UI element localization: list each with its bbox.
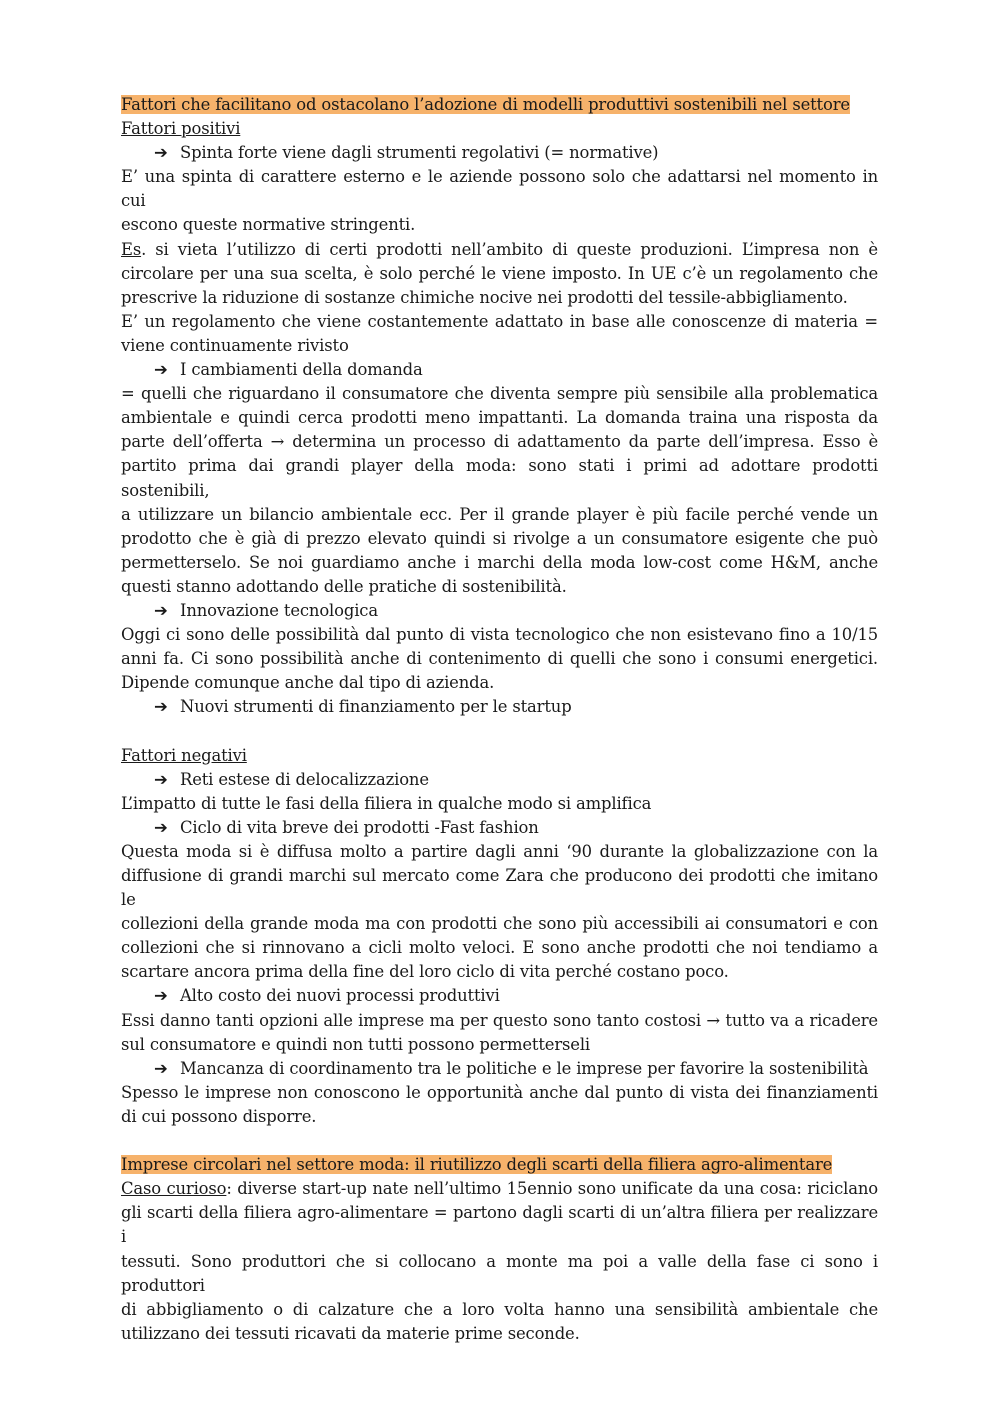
paragraph-line: circolare per una sua scelta, è solo perché le viene imposto. In UE c’è un regolamento che (121, 263, 878, 283)
paragraph-line: prescrive la riduzione di sostanze chimiche nocive nei prodotti del tessile-abbigliamento. (121, 287, 848, 307)
paragraph-line: sul consumatore e quindi non tutti possono permetterseli (121, 1034, 591, 1054)
paragraph-line: Dipende comunque anche dal tipo di azienda. (121, 673, 495, 693)
paragraph-line: Questa moda si è diffusa molto a partire dagli anni ‘90 durante la globalizzazione con la (121, 841, 878, 861)
paragraph-line: utilizzano dei tessuti ricavati da materie prime seconde. (121, 1323, 580, 1343)
paragraph-line: parte dell’offerta → determina un processo di adattamento da parte dell’impresa. Esso è (121, 432, 878, 452)
paragraph-line: partito prima dai grandi player della moda: sono stati i primi ad adottare prodotti sostenibili, (121, 456, 878, 500)
paragraph-line: ambientale e quindi cerca prodotti meno impattanti. La domanda traina una risposta da (121, 408, 878, 428)
arrow-right-icon: ➔ (154, 360, 168, 380)
paragraph-line: Oggi ci sono delle possibilità dal punto di vista tecnologico che non esistevano fino a 10/15 (121, 625, 878, 645)
paragraph-line: di abbigliamento o di calzature che a loro volta hanno una sensibilità ambientale che (121, 1299, 878, 1319)
paragraph-line: collezioni della grande moda ma con prodotti che sono più accessibili ai consumatori e con (121, 914, 878, 934)
arrow-right-icon: ➔ (154, 1058, 168, 1078)
arrow-right-icon: ➔ (154, 143, 168, 163)
paragraph-line: collezioni che si rinnovano a cicli molto veloci. E sono anche prodotti che noi tendiamo a (121, 938, 878, 958)
bullet-item: ➔ Mancanza di coordinamento tra le politiche e le imprese per favorire la sostenibilità (121, 1057, 878, 1081)
subheading-negative: Fattori negativi (121, 745, 247, 765)
paragraph-line: di cui possono disporre. (121, 1106, 317, 1126)
arrow-right-icon: ➔ (154, 600, 168, 620)
paragraph-line: escono queste normative stringenti. (121, 215, 416, 235)
spacer (121, 1129, 878, 1153)
paragraph-line: permetterselo. Se noi guardiamo anche i marchi della moda low-cost come H&M, anche (121, 552, 878, 572)
bullet-item: ➔ Nuovi strumenti di finanziamento per le startup (121, 695, 878, 719)
arrow-right-icon: ➔ (154, 817, 168, 837)
arrow-right-icon: ➔ (154, 986, 168, 1006)
bullet-item: ➔ Spinta forte viene dagli strumenti regolativi (= normative) (121, 141, 878, 165)
bullet-item: ➔ Reti estese di delocalizzazione (121, 768, 878, 792)
spacer (121, 719, 878, 743)
paragraph-line: prodotto che è già di prezzo elevato quindi si rivolge a un consumatore esigente che può (121, 528, 878, 548)
section-heading-imprese-circolari: Imprese circolari nel settore moda: il riutilizzo degli scarti della filiera agro-alimentare (121, 1155, 833, 1175)
paragraph-line: anni fa. Ci sono possibilità anche di contenimento di quelli che sono i consumi energetici. (121, 649, 878, 669)
paragraph-line: Essi danno tanti opzioni alle imprese ma per questo sono tanto costosi → tutto va a ricadere (121, 1010, 878, 1030)
paragraph-line: scartare ancora prima della fine del loro ciclo di vita perché costano poco. (121, 962, 729, 982)
paragraph-line: gli scarti della filiera agro-alimentare = partono dagli scarti di un’altra filiera per realizzare i (121, 1203, 878, 1247)
document-page (121, 93, 878, 1346)
paragraph-line: a utilizzare un bilancio ambientale ecc. Per il grande player è più facile perché vende un (121, 504, 878, 524)
bullet-item: ➔ Alto costo dei nuovi processi produttivi (121, 984, 878, 1008)
paragraph-line: L’impatto di tutte le fasi della filiera in qualche modo si amplifica (121, 793, 652, 813)
bullet-item: ➔ I cambiamenti della domanda (121, 358, 878, 382)
arrow-right-icon: ➔ (154, 697, 168, 717)
arrow-right-icon: ➔ (154, 769, 168, 789)
paragraph-line: Spesso le imprese non conoscono le opportunità anche dal punto di vista dei finanziamenti (121, 1082, 878, 1102)
paragraph-line: questi stanno adottando delle pratiche di sostenibilità. (121, 576, 567, 596)
paragraph-line: diffusione di grandi marchi sul mercato come Zara che producono dei prodotti che imitano le (121, 866, 878, 910)
paragraph-line: tessuti. Sono produttori che si collocano a monte ma poi a valle della fase ci sono i produttori (121, 1251, 878, 1295)
section-heading-fattori: Fattori che facilitano od ostacolano l’adozione di modelli produttivi sostenibili nel settore (121, 95, 850, 114)
paragraph-line: = quelli che riguardano il consumatore che diventa sempre più sensibile alla problematica (121, 384, 878, 404)
paragraph-line: viene continuamente rivisto (121, 335, 349, 355)
paragraph-line: E’ una spinta di carattere esterno e le aziende possono solo che adattarsi nel momento in cui (121, 167, 878, 211)
bullet-item: ➔ Ciclo di vita breve dei prodotti -Fast fashion (121, 816, 878, 840)
paragraph-line: Es. si vieta l’utilizzo di certi prodotti nell’ambito di queste produzioni. L’impresa non è (121, 239, 878, 259)
bullet-item: ➔ Innovazione tecnologica (121, 599, 878, 623)
subheading-positive: Fattori positivi (121, 119, 241, 139)
paragraph-line: Caso curioso: diverse start-up nate nell’ultimo 15ennio sono unificate da una cosa: riciclano (121, 1179, 878, 1199)
paragraph-line: E’ un regolamento che viene costantemente adattato in base alle conoscenze di materia = (121, 311, 878, 331)
